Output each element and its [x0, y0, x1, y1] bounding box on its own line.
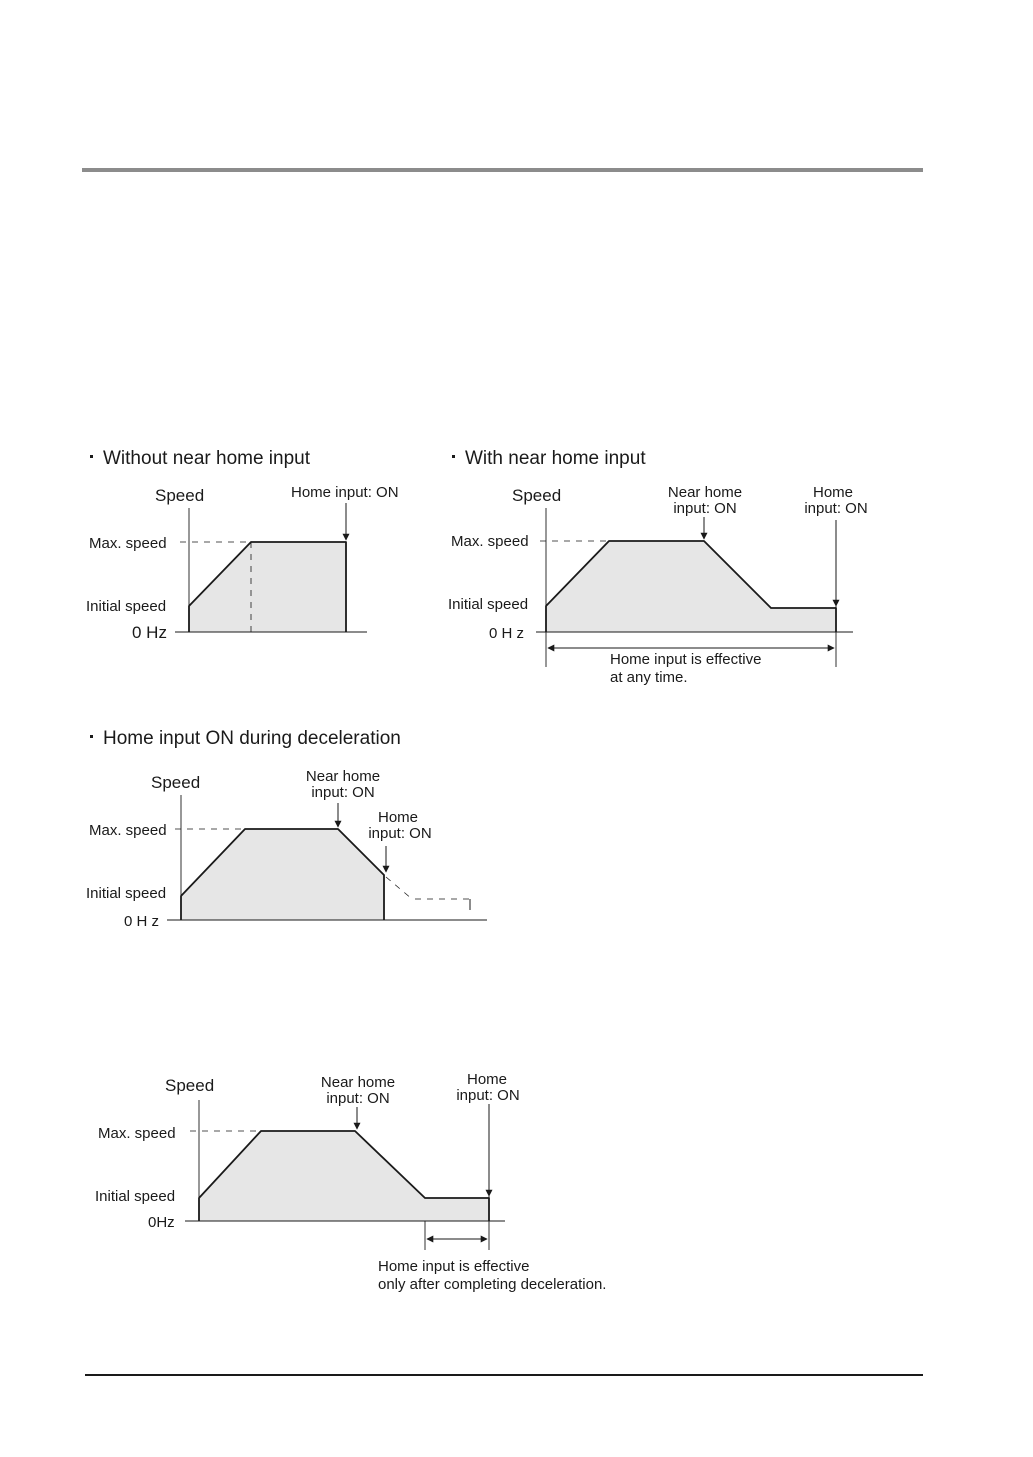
near-home-label-line1: Near home: [305, 768, 381, 785]
home-label-line1: Home: [377, 809, 419, 826]
speed-area: [199, 1131, 489, 1221]
home-label-line2: input: ON: [456, 1087, 520, 1104]
near-home-label-line2: input: ON: [326, 1090, 390, 1107]
speed-label: Speed: [155, 486, 205, 505]
speed-label: Speed: [151, 773, 201, 792]
heading-text: Home input ON during deceleration: [103, 728, 401, 749]
diagram-home-during-decel: [86, 768, 487, 930]
diagram-effective-after-decel: [95, 1071, 606, 1293]
near-home-label-line2: input: ON: [311, 784, 375, 801]
near-home-label-line2: input: ON: [673, 500, 737, 517]
zero-hz-label: 0 H z: [489, 625, 525, 642]
near-home-label-line1: Near home: [320, 1074, 396, 1091]
zero-hz-label: 0Hz: [148, 1214, 175, 1231]
home-label-line1: Home: [812, 484, 854, 501]
footer-rule: [85, 1374, 923, 1376]
ghost-decel-line: [386, 877, 412, 899]
home-input-label: Home input: ON: [291, 484, 399, 501]
initial-speed-label: Initial speed: [86, 885, 167, 902]
diagram-with-near-home: [448, 484, 868, 686]
effective-note-line1: Home input is effective: [378, 1258, 530, 1275]
initial-speed-label: Initial speed: [86, 598, 167, 615]
speed-area: [546, 541, 836, 632]
home-label-line1: Home: [466, 1071, 508, 1088]
home-label-line2: input: ON: [804, 500, 868, 517]
speed-area: [189, 542, 346, 632]
effective-note-line2: only after completing deceleration.: [378, 1276, 607, 1293]
speed-label: Speed: [512, 486, 562, 505]
home-label-line2: input: ON: [368, 825, 432, 842]
heading-text: Without near home input: [103, 448, 311, 469]
speed-area: [181, 829, 384, 920]
max-speed-label: Max. speed: [98, 1125, 176, 1142]
max-speed-label: Max. speed: [89, 822, 167, 839]
effective-note-line1: Home input is effective: [610, 651, 762, 668]
zero-hz-label: 0 H z: [124, 913, 160, 930]
effective-note-line2: at any time.: [610, 669, 688, 686]
zero-hz-label: 0 Hz: [132, 623, 167, 642]
heading-text: With near home input: [465, 448, 646, 469]
max-speed-label: Max. speed: [451, 533, 529, 550]
initial-speed-label: Initial speed: [448, 596, 529, 613]
initial-speed-label: Initial speed: [95, 1188, 176, 1205]
speed-label: Speed: [165, 1076, 215, 1095]
near-home-label-line1: Near home: [667, 484, 743, 501]
diagram-without-near-home: [86, 484, 399, 642]
max-speed-label: Max. speed: [89, 535, 167, 552]
